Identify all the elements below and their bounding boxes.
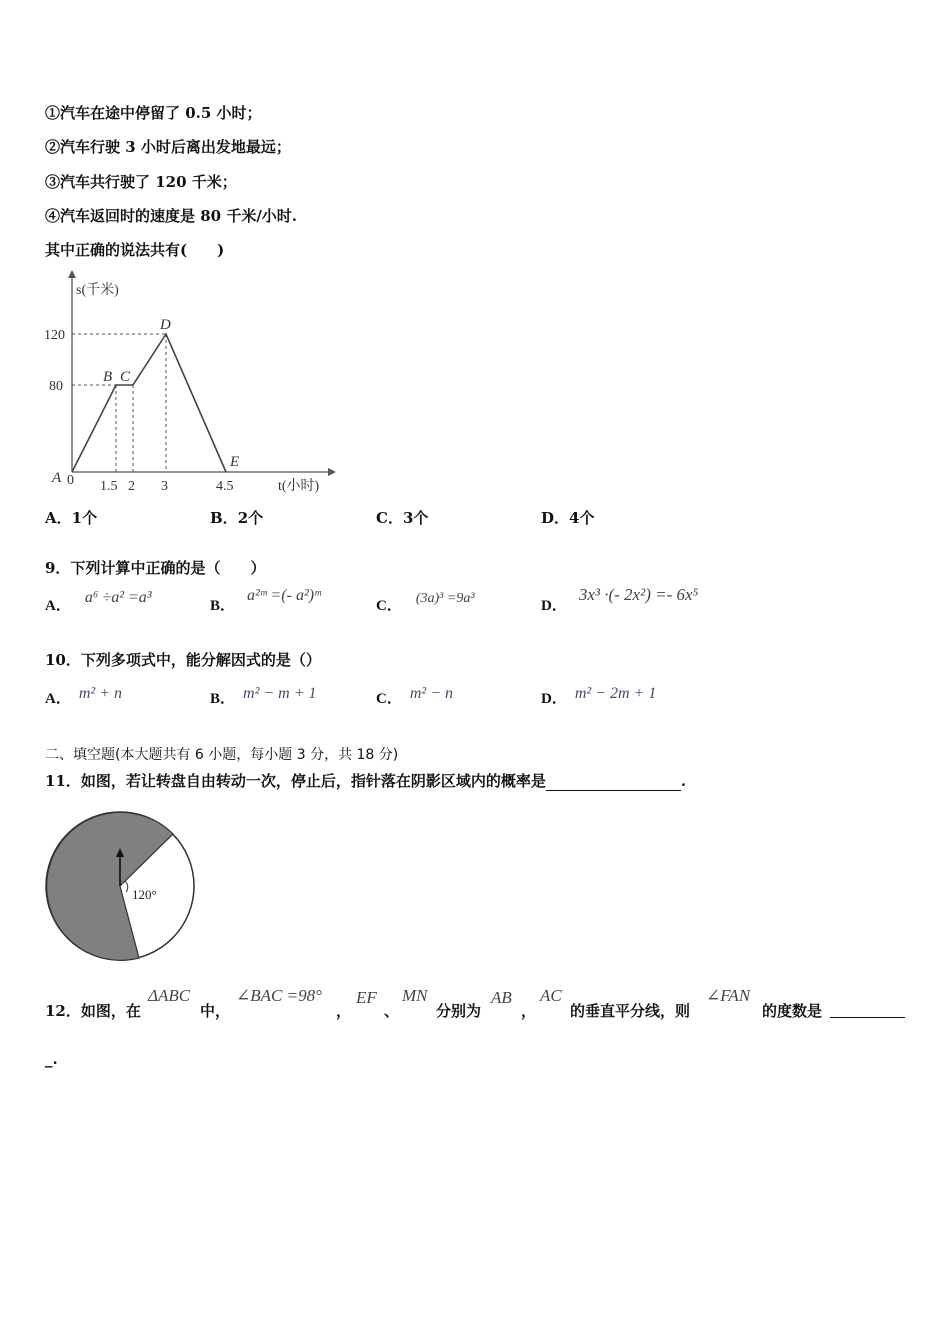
q12-angle: ∠BAC =98° <box>236 986 322 1005</box>
option-label: D． <box>541 509 570 527</box>
option-text: 1个 <box>71 509 98 527</box>
y-tick-120: 120 <box>44 328 65 343</box>
angle-label: 120° <box>132 887 157 902</box>
q12-prefix: 12．如图，在 <box>45 1002 141 1020</box>
q10-option-b[interactable] <box>210 687 317 708</box>
q11-text: 11．如图，若让转盘自由转动一次，停止后，指针落在阴影区域内的概率是 <box>45 772 546 790</box>
option-label: A． <box>45 509 72 527</box>
q12-triangle: ΔABC <box>148 986 191 1005</box>
q8-option-b[interactable] <box>210 507 263 528</box>
statement-4: ④汽车返回时的速度是 80 千米/小时. <box>45 207 298 225</box>
q12-end: _. <box>45 1050 58 1068</box>
statement-1: ①汽车在途中停留了 0.5 小时； <box>45 104 262 122</box>
q12-fan: ∠FAN <box>706 986 751 1005</box>
x-axis-label: t(小时) <box>278 479 320 494</box>
x-tick-4.5: 4.5 <box>216 479 234 494</box>
option-label: D． <box>541 691 567 707</box>
origin-label: 0 <box>67 473 74 488</box>
option-text: 3个 <box>402 509 429 527</box>
q12-suffix: 的度数是 <box>762 1002 823 1020</box>
option-text: 2个 <box>237 509 264 527</box>
q12-mid2: 分别为 <box>436 1002 482 1020</box>
journey-line <box>72 334 226 472</box>
q12-mid3: 的垂直平分线，则 <box>570 1002 691 1020</box>
point-A: A <box>52 470 62 486</box>
q9-option-c[interactable] <box>376 591 475 615</box>
option-text: 4个 <box>569 509 595 527</box>
q12-mn: MN <box>402 986 428 1005</box>
q9-option-b[interactable] <box>210 587 321 615</box>
option-formula: m² − m + 1 <box>243 685 317 702</box>
q9-prompt: 9．下列计算中正确的是（ ） <box>45 559 266 577</box>
y-axis-label: s(千米) <box>76 283 119 298</box>
q12-answer-blank[interactable] <box>830 1000 905 1018</box>
option-formula: m² − 2m + 1 <box>574 685 657 702</box>
option-label: A． <box>45 691 71 707</box>
y-axis-arrow <box>68 270 76 278</box>
q12-mid1: 中， <box>200 1002 231 1020</box>
q10-option-c[interactable] <box>376 687 453 708</box>
q9-option-d[interactable] <box>541 585 699 615</box>
x-tick-2: 2 <box>128 479 135 494</box>
q10-prompt: 10．下列多项式中，能分解因式的是（） <box>45 651 321 669</box>
answer-blank[interactable] <box>546 790 681 791</box>
option-label: C． <box>376 598 402 614</box>
q12-ef: EF <box>356 988 377 1007</box>
x-tick-3: 3 <box>161 479 168 494</box>
q10-option-a[interactable] <box>45 687 122 708</box>
section-title: 二、填空题(本大题共有 6 小题，每小题 3 分，共 18 分) <box>45 747 399 763</box>
option-label: B． <box>210 598 236 614</box>
q12-comma1: ， <box>336 1002 352 1020</box>
point-E: E <box>230 454 240 470</box>
q12-ac: AC <box>540 986 562 1005</box>
q8-option-a[interactable] <box>45 507 97 528</box>
statement-2: ②汽车行驶 3 小时后离出发地最远； <box>45 138 291 156</box>
q12-sep: 、 <box>384 1002 400 1020</box>
distance-time-graph <box>40 268 340 498</box>
statement-3: ③汽车共行驶了 120 千米； <box>45 173 237 191</box>
q12-comma2: ， <box>521 1002 537 1020</box>
x-axis-arrow <box>328 468 336 476</box>
q8-option-d[interactable] <box>541 507 594 528</box>
q11-prompt <box>45 770 686 791</box>
q11-end: . <box>680 772 687 790</box>
q12-ab: AB <box>491 988 512 1007</box>
answer-blank-line <box>830 1001 905 1018</box>
q9-option-a[interactable] <box>45 589 152 615</box>
spinner-figure <box>44 810 198 964</box>
q10-option-d[interactable] <box>541 687 656 708</box>
point-B: B <box>103 369 113 385</box>
point-C: C <box>120 369 131 385</box>
option-label: C． <box>376 691 402 707</box>
option-label: B． <box>210 691 236 707</box>
option-label: C． <box>376 509 403 527</box>
option-label: D． <box>541 598 567 614</box>
option-formula: a⁶ ÷a² =a³ <box>84 589 152 606</box>
option-formula: m² − n <box>409 685 453 702</box>
point-D: D <box>160 317 171 333</box>
option-formula: a²ᵐ =(- a²)ᵐ <box>247 587 321 604</box>
q8-prompt: 其中正确的说法共有( ) <box>45 241 225 259</box>
option-formula: m² + n <box>78 685 122 702</box>
y-tick-80: 80 <box>49 379 63 394</box>
option-formula: (3a)³ =9a³ <box>415 591 475 606</box>
q8-option-c[interactable] <box>376 507 428 528</box>
option-formula: 3x³ ·(- 2x²) =- 6x⁵ <box>578 585 699 604</box>
x-tick-1.5: 1.5 <box>100 479 118 494</box>
option-label: B． <box>210 509 238 527</box>
option-label: A． <box>45 598 71 614</box>
